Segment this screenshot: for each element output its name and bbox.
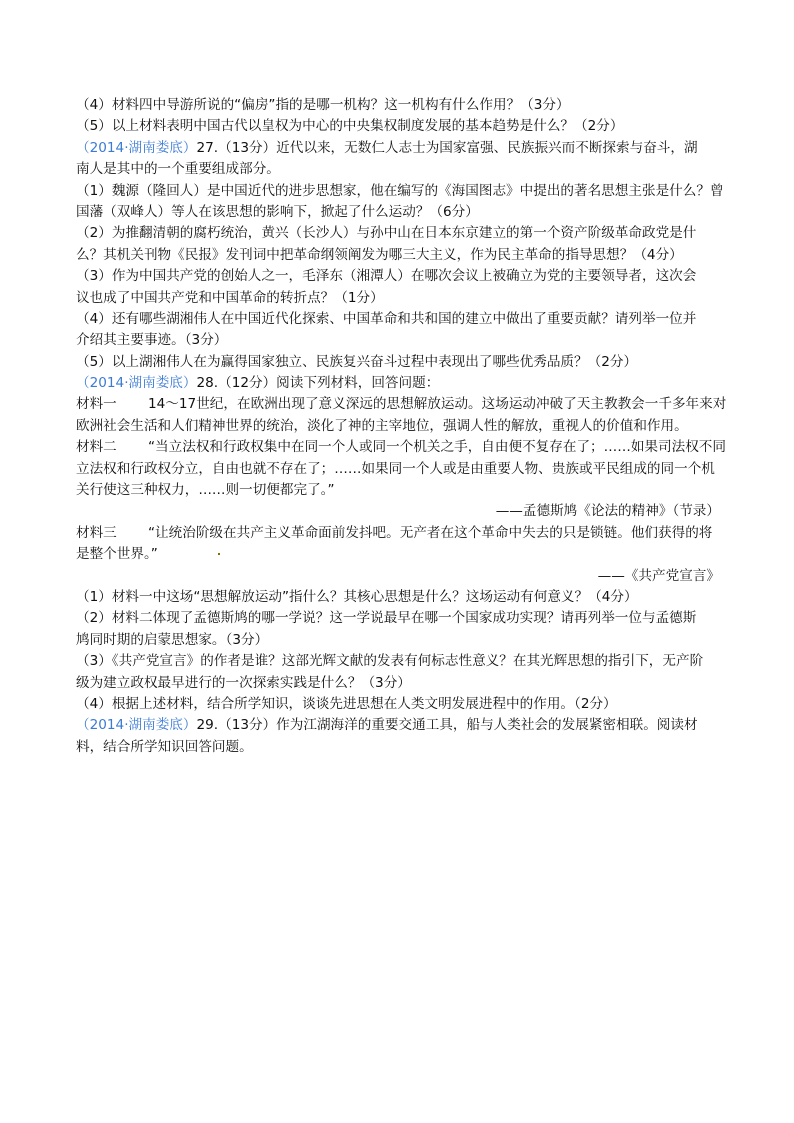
q27-part3-line1: （3）作为中国共产党的创始人之一，毛泽东（湘潭人）在哪次会议上被确立为党的主要领导者，这次会	[76, 268, 697, 285]
q27-part3-line2: 议也成了中国共产党和中国革命的转折点？（1分）	[76, 289, 384, 306]
q27-stem-text: 27.（13分）近代以来，无数仁人志士为国家富强、民族振兴而不断探索与奋斗，湖	[196, 139, 698, 156]
q28-stem-text: 28.（12分）阅读下列材料，回答问题：	[196, 375, 440, 392]
q28-material2-source: ——孟德斯鸠《论法的精神》（节录）	[495, 503, 720, 520]
q28-material2-line3: 关行使这三种权力，……则一切便都完了。”	[76, 482, 335, 499]
q27-stem-line2: 南人是其中的一个重要组成部分。	[76, 161, 280, 178]
q27-source-tag[interactable]: （2014·湖南娄底）	[76, 139, 197, 156]
q28-source-tag[interactable]: （2014·湖南娄底）	[76, 375, 197, 392]
material2-label: 材料二	[76, 439, 117, 456]
q28-material1-line2: 欧洲社会生活和人们精神世界的统治，淡化了神的主宰地位，强调人性的解放，重视人的价值和作用。	[76, 417, 688, 434]
document-body	[76, 95, 727, 758]
material1-label: 材料一	[76, 396, 117, 413]
q29-stem-text: 29.（13分）作为江湖海洋的重要交通工具，船与人类社会的发展紧密相联。阅读材	[196, 717, 698, 734]
q29-stem-line1	[76, 715, 724, 736]
q27-part1-line2: 国藩（双峰人）等人在该思想的影响下，掀起了什么运动？（6分）	[76, 203, 479, 220]
q29-source-tag[interactable]: （2014·湖南娄底）	[76, 717, 197, 734]
q27-part1-line1: （1）魏源（隆回人）是中国近代的进步思想家，他在编写的《海国图志》中提出的著名思想主张是什么？曾	[76, 182, 724, 199]
q27-part4-line2: 介绍其主要事迹。（3分）	[76, 332, 228, 349]
q28-material3-line2	[76, 544, 724, 565]
q28-material1-line1	[76, 394, 727, 415]
q28-material2-line2: 立法权和行政权分立，自由也就不存在了；……如果同一个人或是由重要人物、贵族或平民组成的同一个机	[76, 460, 715, 477]
material3-label: 材料三	[76, 524, 117, 541]
q28-part4: （4）根据上述材料，结合所学知识，谈谈先进思想在人类文明发展进程中的作用。（2分）	[76, 695, 617, 712]
material3-text: “让统治阶级在共产主义革命面前发抖吧。无产者在这个革命中失去的只是锁链。他们获得的将	[148, 524, 713, 541]
q27-stem-line1	[76, 138, 724, 159]
material3-text-end: 是整个世界。”	[76, 546, 158, 563]
q26-part4: （4）材料四中导游所说的“偏房”指的是哪一机构？这一机构有什么作用？（3分）	[76, 97, 570, 113]
q27-part2-line1: （2）为推翻清朝的腐朽统治，黄兴（长沙人）与孙中山在日本东京建立的第一个资产阶级革命政党是什	[76, 225, 697, 242]
q28-part2-line1: （2）材料二体现了孟德斯鸠的哪一学说？这一学说最早在哪一个国家成功实现？请再列举一位与孟德斯	[76, 610, 697, 627]
q28-part3-line2: 级为建立政权最早进行的一次探索实践是什么？（3分）	[76, 674, 411, 691]
q26-part5: （5）以上材料表明中国古代以皇权为中心的中央集权制度发展的基本趋势是什么？（2分）	[76, 118, 624, 135]
q27-part2-line2: 么？其机关刊物《民报》发刊词中把革命纲领阐发为哪三大主义，作为民主革命的指导思想？（4分）	[76, 246, 683, 263]
material2-text: “当立法权和行政权集中在同一个人或同一个机关之手，自由便不复存在了；……如果司法权不同	[148, 439, 726, 456]
q29-stem-line2: 料，结合所学知识回答问题。	[76, 738, 253, 755]
q28-part2-line2: 鸠同时期的启蒙思想家。（3分）	[76, 631, 269, 648]
q28-material3-source: ——《共产党宣言》	[597, 567, 720, 584]
q27-part4-line1: （4）还有哪些湖湘伟人在中国近代化探索、中国革命和共和国的建立中做出了重要贡献？请列举一位并	[76, 310, 697, 327]
q28-material2-line1	[76, 437, 724, 458]
q28-material3-line1	[76, 523, 724, 544]
material1-text: 14～17世纪，在欧洲出现了意义深远的思想解放运动。这场运动冲破了天主教教会一千多年来对	[148, 396, 727, 413]
q28-part1: （1）材料一中这场“思想解放运动”指什么？其核心思想是什么？这场运动有何意义？（4分）	[76, 588, 638, 605]
q28-stem	[76, 373, 724, 394]
stray-dot	[218, 553, 220, 555]
q27-part5: （5）以上湖湘伟人在为赢得国家独立、民族复兴奋斗过程中表现出了哪些优秀品质？（2分）	[76, 353, 638, 370]
q28-part3-line1: （3）《共产党宣言》的作者是谁？这部光辉文献的发表有何标志性意义？在其光辉思想的指引下，无产阶	[76, 653, 704, 670]
